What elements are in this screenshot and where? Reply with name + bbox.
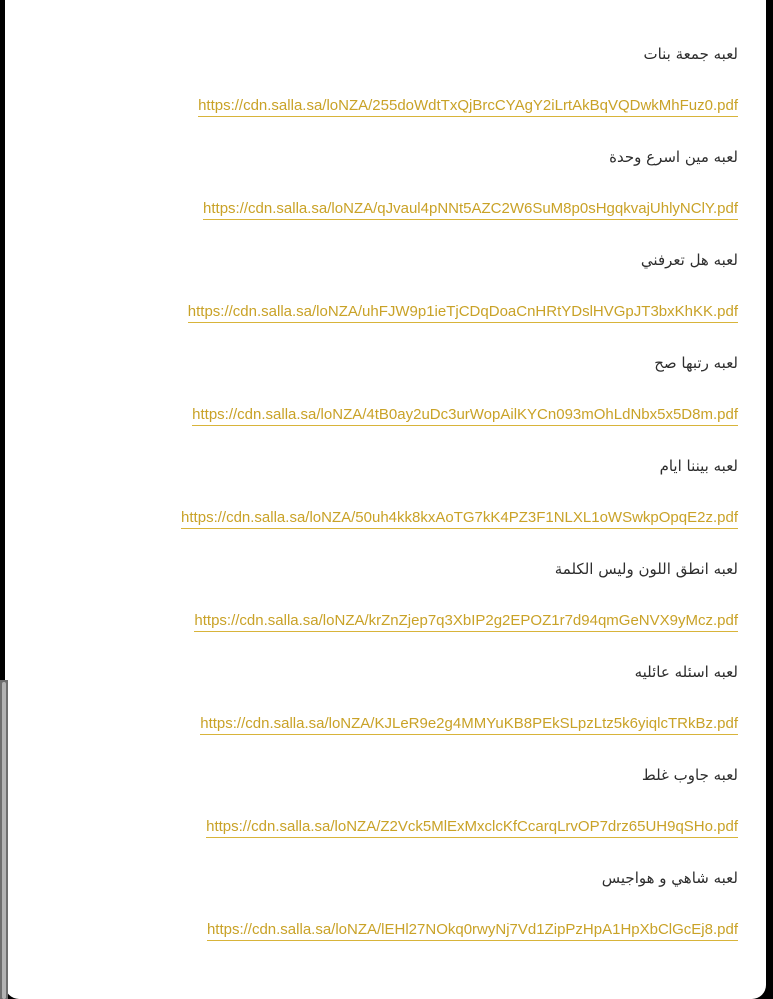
games-list [5,0,738,938]
game-title: لعبه بيننا ايام [659,457,738,475]
list-item [5,515,738,629]
list-item [5,618,738,732]
pdf-link[interactable]: https://cdn.salla.sa/loNZA/krZnZjep7q3XbIP2g2EPOZ1r7d94qmGeNVX9yMcz.pdf [194,612,738,632]
scrollbar-thumb[interactable] [2,682,6,999]
pdf-link[interactable]: https://cdn.salla.sa/loNZA/uhFJW9p1ieTjCDqDoaCnHRtYDslHVGpJT3bxKhKK.pdf [188,303,738,323]
pdf-link[interactable]: https://cdn.salla.sa/loNZA/qJvaul4pNNt5AZC2W6SuM8p0sHgqkvajUhlyNClY.pdf [203,200,738,220]
game-title: لعبه شاهي و هواجيس [601,869,738,887]
game-title: لعبه رتبها صح [654,354,738,372]
pdf-link[interactable]: https://cdn.salla.sa/loNZA/50uh4kk8kxAoTG7kK4PZ3F1NLXL1oWSwkpOpqE2z.pdf [181,509,738,529]
list-item [5,206,738,320]
pdf-link[interactable]: https://cdn.salla.sa/loNZA/KJLeR9e2g4MMYuKB8PEkSLpzLtz5k6yiqlcTRkBz.pdf [200,715,738,735]
game-title: لعبه اسئله عائليه [634,663,738,681]
game-title: لعبه انطق اللون وليس الكلمة [554,560,738,578]
pdf-link[interactable]: https://cdn.salla.sa/loNZA/255doWdtTxQjBrcCYAgY2iLrtAkBqVQDwkMhFuz0.pdf [198,97,738,117]
list-item [5,824,738,938]
pdf-link[interactable]: https://cdn.salla.sa/loNZA/4tB0ay2uDc3urWopAilKYCn093mOhLdNbx5x5D8m.pdf [192,406,738,426]
list-item [5,721,738,835]
game-title: لعبه هل تعرفني [640,251,738,269]
game-title: لعبه جمعة بنات [643,45,738,63]
pdf-link[interactable]: https://cdn.salla.sa/loNZA/lEHl27NOkq0rwyNj7Vd1ZipPzHpA1HpXbClGcEj8.pdf [207,921,738,941]
list-item [5,0,738,114]
game-title: لعبه جاوب غلط [641,766,738,784]
content-panel [5,0,766,999]
pdf-link[interactable]: https://cdn.salla.sa/loNZA/Z2Vck5MlExMxclcKfCcarqLrvOP7drz65UH9qSHo.pdf [206,818,738,838]
game-title: لعبه مين اسرع وحدة [609,148,738,166]
list-item [5,309,738,423]
list-item [5,412,738,526]
list-item [5,103,738,217]
